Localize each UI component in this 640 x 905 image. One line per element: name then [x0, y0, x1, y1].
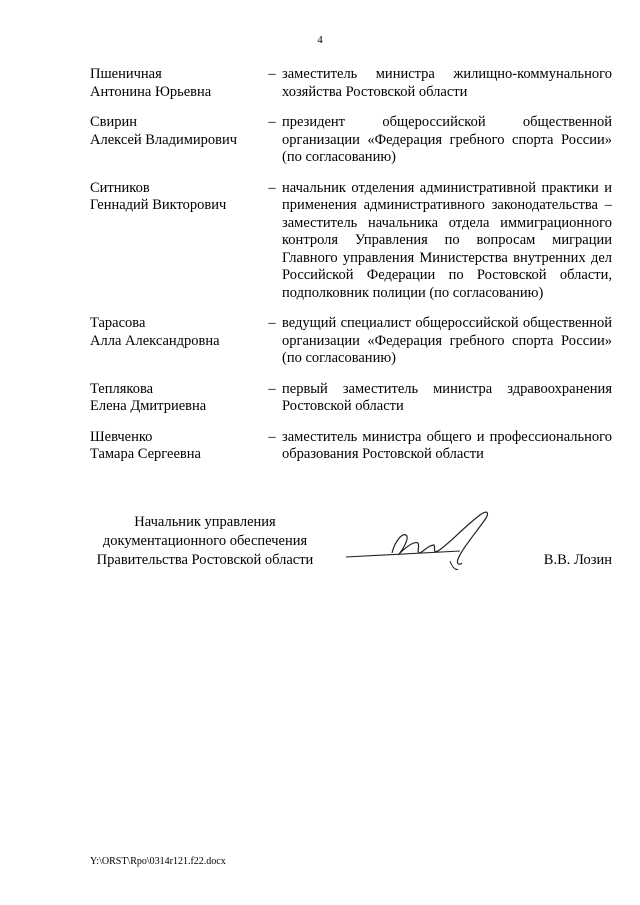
signatory-title-line: Начальник управления [134, 514, 276, 530]
dash-separator: – [268, 114, 276, 130]
member-surname: Теплякова [90, 380, 154, 397]
member-row [90, 114, 612, 167]
member-given-names: Елена Дмитриевна [90, 398, 207, 414]
signature-block [90, 513, 612, 583]
member-name [90, 429, 262, 464]
member-role: начальник отделения административной практики и применения административного законодательства – заместитель начальника отдела иммиграционного контроля Управления по вопросам миграции Главного управления Министерства внутренних дел Российской Федерации по Ростовской области, подполковник полиции (по согласованию) [282, 179, 612, 301]
member-surname: Ситников [90, 179, 150, 196]
signatory-title-line: Правительства Ростовской области [96, 552, 314, 568]
member-surname: Свирин [90, 114, 138, 130]
member-given-names: Геннадий Викторович [90, 197, 227, 213]
dash-separator: – [268, 428, 276, 445]
member-role: первый заместитель министра здравоохранения Ростовской области [282, 380, 612, 414]
dash-separator: – [268, 66, 276, 82]
dash-separator: – [268, 179, 276, 196]
signatory-title-line: документационного обеспечения [102, 533, 308, 549]
member-row [90, 66, 612, 101]
member-role: президент общероссийской общественной организации «Федерация гребного спорта России» (по согласованию) [282, 114, 612, 165]
member-role: заместитель министра общего и профессионального образования Ростовской области [282, 428, 612, 462]
signatory-title [90, 513, 320, 570]
member-name [90, 114, 262, 167]
member-role: заместитель министра жилищно-коммунального хозяйства Ростовской области [282, 66, 612, 100]
page-number: 4 [317, 34, 323, 46]
member-given-names: Алла Александровна [90, 332, 220, 349]
signatory-name: В.В. Лозин [543, 552, 612, 568]
member-given-names: Тамара Сергеевна [90, 446, 201, 462]
member-list [90, 66, 612, 477]
member-given-names: Антонина Юрьевна [90, 83, 212, 100]
member-name [90, 315, 262, 368]
member-name [90, 381, 262, 416]
dash-separator: – [268, 380, 276, 397]
member-given-names: Алексей Владимирович [90, 131, 238, 148]
member-row [90, 180, 612, 303]
member-surname: Шевченко [90, 428, 153, 445]
member-surname: Пшеничная [90, 66, 162, 82]
member-surname: Тарасова [90, 315, 146, 331]
handwritten-signature [340, 505, 500, 577]
member-row [90, 381, 612, 416]
member-name [90, 66, 262, 101]
member-role: ведущий специалист общероссийской общественной организации «Федерация гребного спорта России» (по согласованию) [282, 315, 612, 366]
member-row [90, 429, 612, 464]
file-path-footer: Y:\ORST\Rpo\0314r121.f22.docx [90, 856, 226, 867]
member-row [90, 315, 612, 368]
dash-separator: – [268, 315, 276, 331]
member-name [90, 180, 262, 303]
